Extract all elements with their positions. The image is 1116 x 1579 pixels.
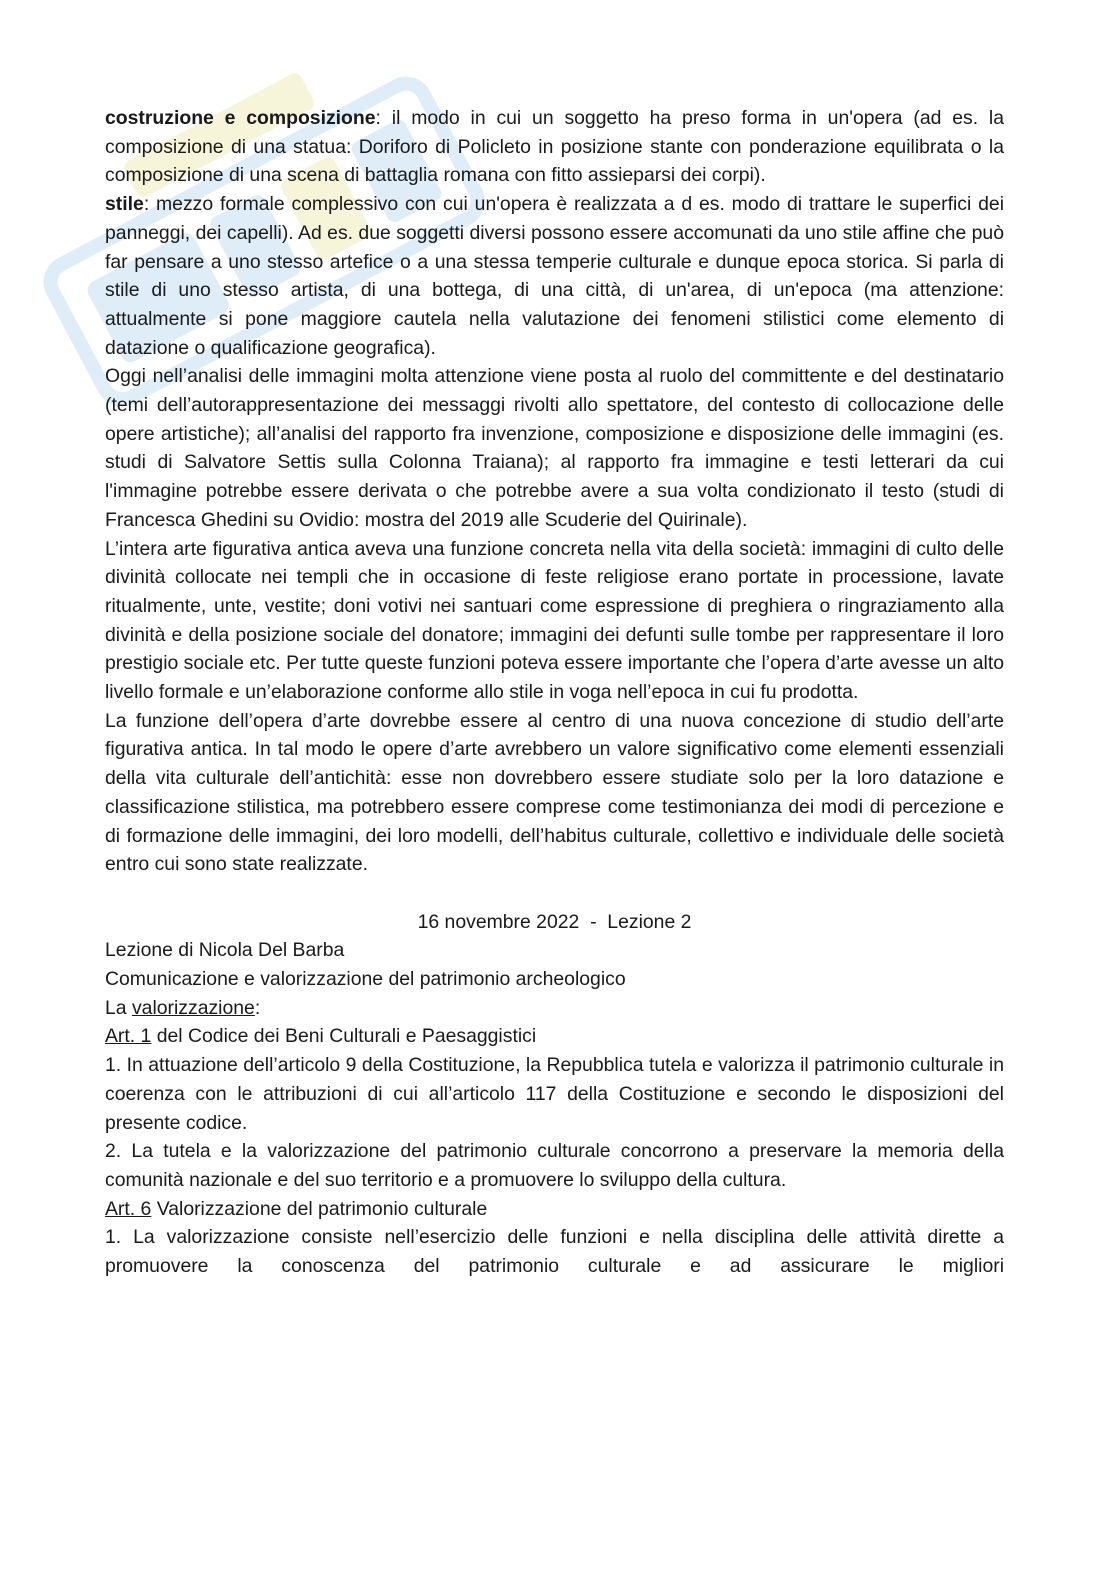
- document-page: [105, 104, 1004, 1281]
- spacer: [105, 879, 1004, 908]
- paragraph-art-function: L’intera arte figurativa antica aveva una funzione concreta nella vita della società: immagini di culto delle divinità collocate nei templi che in occasione di feste religiose erano portate in processione, lavate ritualmente, unte, vestite; doni votivi nei santuari come espressione di preghiera o ringraziamento alla divinità e della posizione sociale del donatore; immagini dei defunti sulle tombe per rappresentare il loro prestigio sociale etc. Per tutte queste funzioni poteva essere importante che l’opera d’arte avesse un alto livello formale e un’elaborazione conforme allo stile in voga nell’epoca in cui fu prodotta.: [105, 537, 1004, 704]
- text-composition: : il modo in cui un soggetto ha preso forma in un'opera (ad es. la composizione di una statua: Doriforo di Policleto in posizione stante con ponderazione equilibrata o la composizione di una scena di battaglia romana con fitto assieparsi dei corpi).: [105, 107, 1004, 187]
- term-composition: costruzione e composizione: [105, 107, 376, 129]
- art1-heading: [105, 1022, 1004, 1051]
- paragraph-art-study: La funzione dell’opera d’arte dovrebbe essere al centro di una nuova concezione di studio dell’arte figurativa antica. In tal modo le opere d’arte avrebbero un valore significativo come elementi essenziali della vita culturale dell’antichità: esse non dovrebbero essere studiate solo per la loro datazione e classificazione stilistica, ma potrebbero essere comprese come testimonianza dei modi di percezione e di formazione delle immagini, dei loro modelli, dell’habitus culturale, collettivo e individuale delle società entro cui sono state realizzate.: [105, 709, 1004, 876]
- topic-line: Comunicazione e valorizzazione del patrimonio archeologico: [105, 968, 626, 991]
- paragraph-style: [105, 190, 1004, 362]
- art6-ref: Art. 6: [105, 1197, 152, 1220]
- valorizzazione-term: valorizzazione: [131, 996, 255, 1019]
- paragraph-composition: [105, 104, 1004, 190]
- art6-paragraph-1: 1. La valorizzazione consiste nell’esercizio delle funzioni e nella disciplina delle attività dirette a promuovere la conoscenza del patrimonio culturale e ad assicurare le migliori: [105, 1226, 1004, 1278]
- art1-paragraph-2: 2. La tutela e la valorizzazione del patrimonio culturale concorrono a preservare la memoria della comunità nazionale e del suo territorio e a promuovere lo sviluppo della cultura.: [105, 1140, 1004, 1191]
- text-style: : mezzo formale complessivo con cui un'opera è realizzata a d es. modo di trattare le superfici dei panneggi, dei capelli). Ad es. due soggetti diversi possono essere accomunati da uno stile affine che può far pensare a uno stesso artefice o a una stessa temperie culturale e dunque epoca storica. Si parla di stile di uno stesso artista, di una bottega, di una città, di un'area, di un'epoca (ma attenzione: attualmente si pone maggiore cautela nella valutazione dei fenomeni stilistici come elemento di datazione o qualificazione geografica).: [105, 193, 1004, 359]
- art1-ref: Art. 1: [105, 1025, 152, 1048]
- art1-title: del Codice dei Beni Culturali e Paesaggistici: [151, 1025, 537, 1048]
- lesson-heading: 16 novembre 2022 - Lezione 2: [417, 910, 692, 933]
- art6-heading: [105, 1195, 1004, 1224]
- valorizzazione-line: La valorizzazione:: [105, 996, 261, 1019]
- term-style: stile: [105, 193, 144, 216]
- art6-title: Valorizzazione del patrimonio culturale: [151, 1197, 488, 1220]
- art1-paragraph-1: 1. In attuazione dell’articolo 9 della Costituzione, la Repubblica tutela e valorizza il patrimonio culturale in coerenza con le attribuzioni di cui all’articolo 117 della Costituzione e secondo le disposizioni del presente codice.: [105, 1054, 1004, 1134]
- paragraph-image-analysis: Oggi nell’analisi delle immagini molta attenzione viene posta al ruolo del committente e del destinatario (temi dell’autorappresentazione dei messaggi rivolti allo spettatore, del contesto di collocazione delle opere artistiche); all’analisi del rapporto fra invenzione, composizione e disposizione delle immagini (es. studi di Salvatore Settis sulla Colonna Traiana); al rapporto fra immagine e testi letterari da cui l'immagine potrebbe essere derivata o che potrebbe avere a sua volta condizionato il testo (studi di Francesca Ghedini su Ovidio: mostra del 2019 alle Scuderie del Quirinale).: [105, 365, 1004, 531]
- lecturer-line: Lezione di Nicola Del Barba: [105, 939, 345, 962]
